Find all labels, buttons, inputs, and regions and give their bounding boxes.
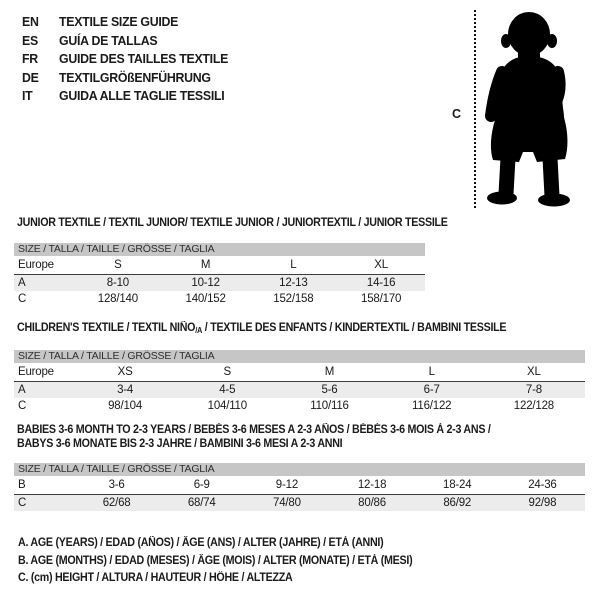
row-label: C: [18, 292, 27, 305]
size-header-bar: SIZE / TALLA / TAILLE / GRÖSSE / TAGLIA: [14, 463, 585, 476]
value-cell: 104/110: [207, 399, 247, 412]
table-row-europe: [14, 256, 425, 275]
children-textile-table: [14, 322, 585, 414]
value-cell: 62/68: [102, 497, 131, 509]
title-subscript: /A: [195, 326, 203, 335]
junior-textile-table: [14, 217, 448, 307]
value-cell: 128/140: [97, 292, 138, 305]
row-label: Europe: [18, 365, 54, 378]
table-row-age-months: [14, 476, 585, 495]
measure-legend: [18, 535, 442, 588]
value-cell: 24-36: [528, 479, 557, 491]
row-label: C: [18, 399, 27, 412]
lang-code: FR: [22, 51, 38, 66]
value-cell: 4-5: [219, 383, 236, 396]
value-cell: 14-16: [366, 276, 396, 289]
lang-title: GUIDA ALLE TAGLIE TESSILI: [59, 88, 225, 103]
babies-textile-table: [14, 424, 585, 511]
value-cell: 152/158: [273, 292, 314, 305]
lang-title: GUÍA DE TALLAS: [59, 32, 158, 48]
table-row-age: [14, 382, 585, 398]
size-cell: S: [114, 258, 122, 271]
size-header-bar: SIZE / TALLA / TAILLE / GRÖSSE / TAGLIA: [14, 243, 425, 256]
table-row-height: [14, 495, 585, 511]
lang-title: TEXTILGRÖßENFÜHRUNG: [59, 69, 211, 85]
row-label: A: [18, 383, 26, 396]
value-cell: 3-6: [108, 479, 125, 491]
lang-code: EN: [22, 14, 39, 29]
table-row-height: [14, 398, 585, 414]
lang-code: DE: [22, 69, 39, 85]
size-cell: XS: [117, 365, 133, 378]
value-cell: 92/98: [528, 497, 557, 509]
lang-title: TEXTILE SIZE GUIDE: [59, 14, 179, 29]
value-cell: 116/122: [412, 399, 452, 412]
size-cell: XL: [527, 365, 541, 378]
value-cell: 6-7: [423, 383, 440, 396]
title-part: / TEXTILE DES ENFANTS / KINDERTEXTIL / BAMBINI TESSILE: [202, 322, 507, 334]
lang-row-fr: [22, 50, 228, 69]
height-dotted-line: [474, 10, 476, 208]
size-cell: M: [200, 258, 211, 271]
size-cell: XL: [374, 258, 388, 271]
value-cell: 8-10: [106, 276, 129, 289]
row-label: B: [18, 479, 26, 491]
size-cell: L: [428, 365, 435, 378]
value-cell: 6-9: [193, 479, 210, 491]
value-cell: 9-12: [275, 479, 299, 491]
lang-title: GUIDE DES TAILLES TEXTILE: [59, 51, 229, 66]
lang-code: ES: [22, 32, 38, 48]
table-title-junior: JUNIOR TEXTILE / TEXTIL JUNIOR/ TEXTILE JUNIOR / JUNIORTEXTIL / JUNIOR TESSILE: [17, 217, 448, 229]
legend-line-a: A. AGE (YEARS) / EDAD (AÑOS) / ÂGE (ANS) / ALTER (JAHRE) / ETÀ (ANNI): [18, 537, 384, 549]
height-measure-label: C: [452, 107, 462, 121]
value-cell: 10-12: [191, 276, 220, 289]
value-cell: 5-6: [321, 383, 338, 396]
lang-row-es: [22, 32, 228, 51]
lang-row-de: [22, 69, 228, 88]
table-title-babies-line2: BABYS 3-6 MONATE BIS 2-3 JAHRE / BAMBINI 3-6 MESI A 2-3 ANNI: [17, 437, 343, 450]
value-cell: 80/86: [358, 497, 386, 509]
language-title-block: [22, 13, 239, 106]
size-cell: S: [223, 365, 232, 378]
legend-line-c: C. (cm) HEIGHT / ALTURA / HAUTEUR / HÖHE / ALTEZZA: [18, 572, 293, 584]
table-title-children: [17, 322, 545, 338]
value-cell: 74/80: [273, 497, 301, 509]
value-cell: 122/128: [513, 399, 554, 412]
row-label: A: [18, 276, 26, 289]
title-part: CHILDREN'S TEXTILE / TEXTIL NIÑO: [17, 322, 196, 334]
value-cell: 12-13: [279, 276, 308, 289]
size-cell: L: [290, 258, 297, 271]
value-cell: 18-24: [443, 479, 472, 491]
table-row-europe: [14, 363, 585, 382]
baby-silhouette-icon: [480, 8, 580, 208]
value-cell: 140/152: [185, 292, 226, 305]
lang-code: IT: [22, 88, 33, 103]
value-cell: 7-8: [525, 383, 542, 396]
lang-row-it: [22, 87, 228, 106]
value-cell: 12-18: [357, 479, 387, 491]
lang-row-en: [22, 13, 228, 32]
table-row-age: [14, 275, 425, 291]
value-cell: 158/170: [361, 292, 402, 305]
size-cell: M: [324, 365, 335, 378]
legend-line-b: B. AGE (MONTHS) / EDAD (MESES) / ÂGE (MOIS) / ALTER (MONATE) / ETÀ (MESI): [18, 554, 413, 567]
size-header-bar: SIZE / TALLA / TAILLE / GRÖSSE / TAGLIA: [14, 350, 585, 363]
row-label: C: [18, 497, 27, 509]
value-cell: 98/104: [108, 399, 143, 412]
row-label: Europe: [18, 258, 54, 271]
value-cell: 68/74: [187, 497, 216, 509]
table-title-babies-line1: BABIES 3-6 MONTH TO 2-3 YEARS / BEBÉS 3-6 MESES A 2-3 AÑOS / BÉBÉS 3-6 MOIS À 2-3 ANS /: [17, 424, 491, 436]
value-cell: 86/92: [443, 497, 472, 509]
value-cell: 3-4: [117, 383, 134, 396]
baby-height-figure: [450, 8, 590, 213]
value-cell: 110/116: [310, 399, 349, 412]
table-row-height: [14, 291, 425, 307]
